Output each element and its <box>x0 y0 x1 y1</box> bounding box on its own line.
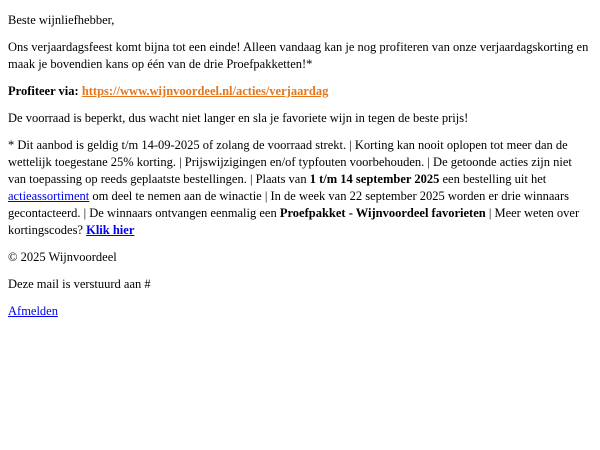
klik-hier-link[interactable]: Klik hier <box>86 223 135 237</box>
fine-print-paragraph <box>8 137 592 239</box>
unsubscribe-paragraph <box>8 303 592 320</box>
unsubscribe-link[interactable]: Afmelden <box>8 304 58 318</box>
cta-label: Profiteer via: <box>8 84 82 98</box>
cta-paragraph <box>8 83 592 100</box>
intro-text: Ons verjaardagsfeest komt bijna tot een einde! Alleen vandaag kan je nog profiteren van onze verjaardagskorting en maak je bovendien kans op één van de drie Proefpakketten!* <box>8 40 589 71</box>
fine-print-text-2: een bestelling uit het <box>439 172 547 186</box>
fine-print-text-1: * Dit aanbod is geldig t/m 14-09-2025 of zolang de voorraad strekt. | Korting kan nooit oplopen tot meer dan de wettelijk toegestane 25% korting. | Prijswijzigingen en/of typfouten voorbehouden. | De getoonde acties zijn niet van toepassing op reeds geplaatste bestellingen. | Plaats van <box>8 138 572 186</box>
fine-print-dates: 1 t/m 14 september 2025 <box>309 172 440 186</box>
verjaardag-actie-link[interactable]: https://www.wijnvoordeel.nl/acties/verjaardag <box>81 84 329 98</box>
actieassortiment-link[interactable]: actieassortiment <box>8 189 90 203</box>
fine-print-text-3: om deel te nemen aan de winactie | In de week van 22 september 2025 worden er drie winnaars gecontacteerd. | De winnaars ontvangen eenmalig een <box>8 189 569 220</box>
copyright-text: © 2025 Wijnvoordeel <box>8 250 117 264</box>
fine-print-text-4: | Meer weten over kortingscodes? <box>8 206 580 237</box>
urgency-text: De voorraad is beperkt, dus wacht niet langer en sla je favoriete wijn in tegen de beste prijs! <box>8 111 469 125</box>
greeting-text: Beste wijnliefhebber, <box>8 13 115 27</box>
sent-to-text: Deze mail is verstuurd aan # <box>8 277 151 291</box>
fine-print-prize: Proefpakket - Wijnvoordeel favorieten <box>279 206 486 220</box>
